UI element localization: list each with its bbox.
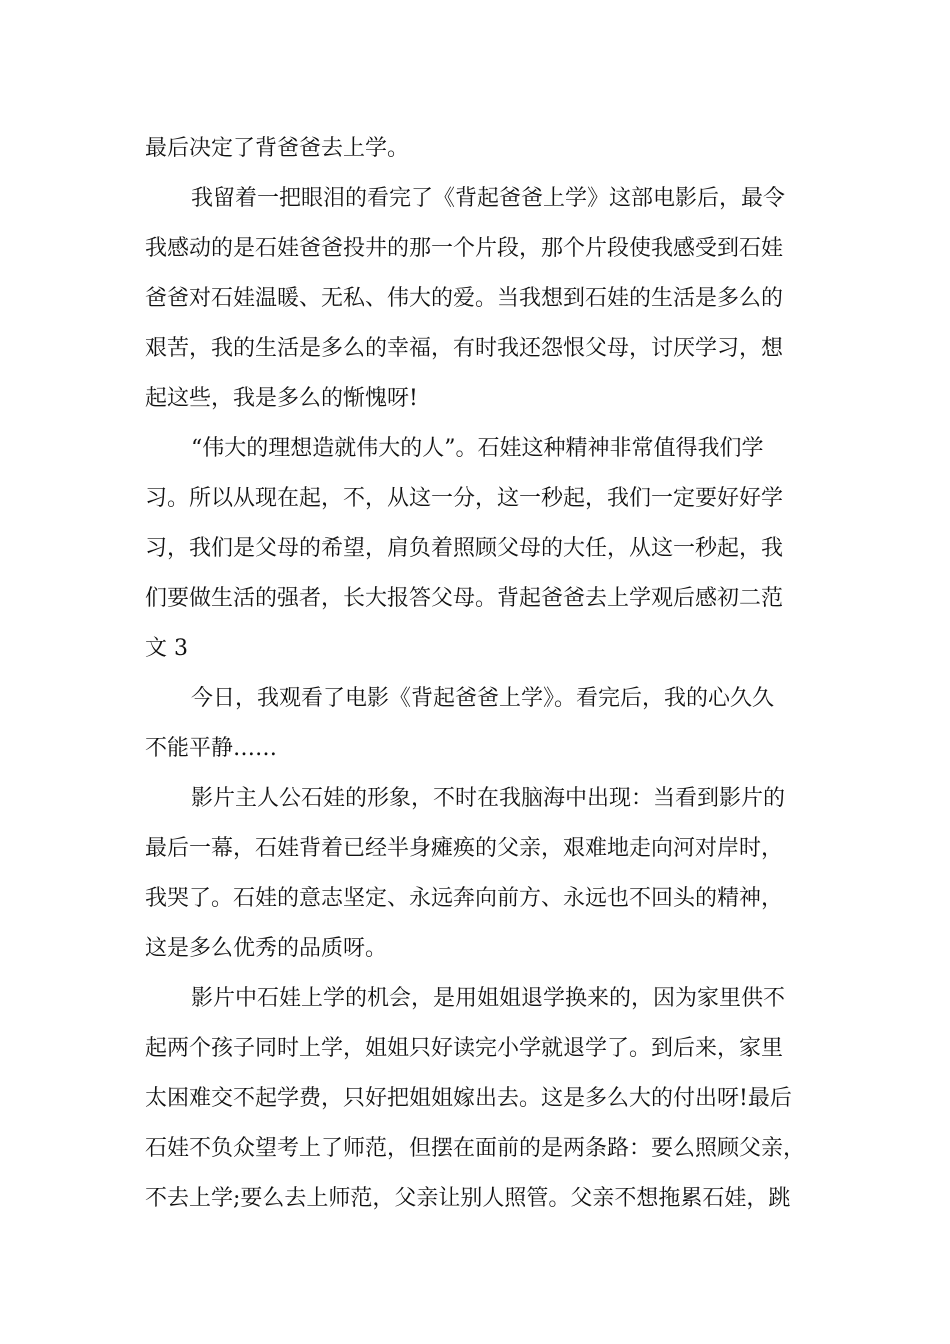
text-line: “伟大的理想造就伟大的人”。石娃这种精神非常值得我们学 — [191, 436, 764, 461]
text-line: 影片中石娃上学的机会，是用姐姐退学换来的，因为家里供不 — [191, 986, 786, 1011]
text-line: 文 3 — [145, 636, 188, 661]
text-line: 习，我们是父母的希望，肩负着照顾父母的大任，从这一秒起，我 — [145, 536, 784, 561]
text-line: 最后一幕，石娃背着已经半身瘫痪的父亲，艰难地走向河对岸时， — [145, 836, 784, 861]
text-line: 最后决定了背爸爸去上学。 — [145, 136, 410, 161]
text-line: 起这些，我是多么的惭愧呀! — [145, 386, 418, 411]
text-line: 习。所以从现在起，不，从这一分，这一秒起，我们一定要好好学 — [145, 486, 784, 511]
text-line: 石娃不负众望考上了师范，但摆在面前的是两条路：要么照顾父亲， — [145, 1136, 806, 1161]
text-line: 我感动的是石娃爸爸投井的那一个片段，那个片段使我感受到石娃 — [145, 236, 784, 261]
text-line: 我留着一把眼泪的看完了《背起爸爸上学》这部电影后，最令 — [191, 186, 786, 211]
document-body — [145, 124, 825, 1224]
text-line: 影片主人公石娃的形象，不时在我脑海中出现：当看到影片的 — [191, 786, 786, 811]
text-line: 不能平静…… — [145, 736, 278, 761]
text-line: 爸爸对石娃温暖、无私、伟大的爱。当我想到石娃的生活是多么的 — [145, 286, 784, 311]
text-line: 太困难交不起学费，只好把姐姐嫁出去。这是多么大的付出呀!最后 — [145, 1086, 792, 1111]
text-line: 起两个孩子同时上学，姐姐只好读完小学就退学了。到后来，家里 — [145, 1036, 784, 1061]
text-line: 这是多么优秀的品质呀。 — [145, 936, 388, 961]
text-line: 艰苦，我的生活是多么的幸福，有时我还怨恨父母，讨厌学习，想 — [145, 336, 784, 361]
text-line: 今日，我观看了电影《背起爸爸上学》。看完后，我的心久久 — [191, 686, 775, 711]
text-line: 不去上学;要么去上师范，父亲让别人照管。父亲不想拖累石娃，跳 — [145, 1186, 791, 1211]
text-line: 我哭了。石娃的意志坚定、永远奔向前方、永远也不回头的精神， — [145, 886, 784, 911]
text-line: 们要做生活的强者，长大报答父母。背起爸爸去上学观后感初二范 — [145, 586, 784, 611]
